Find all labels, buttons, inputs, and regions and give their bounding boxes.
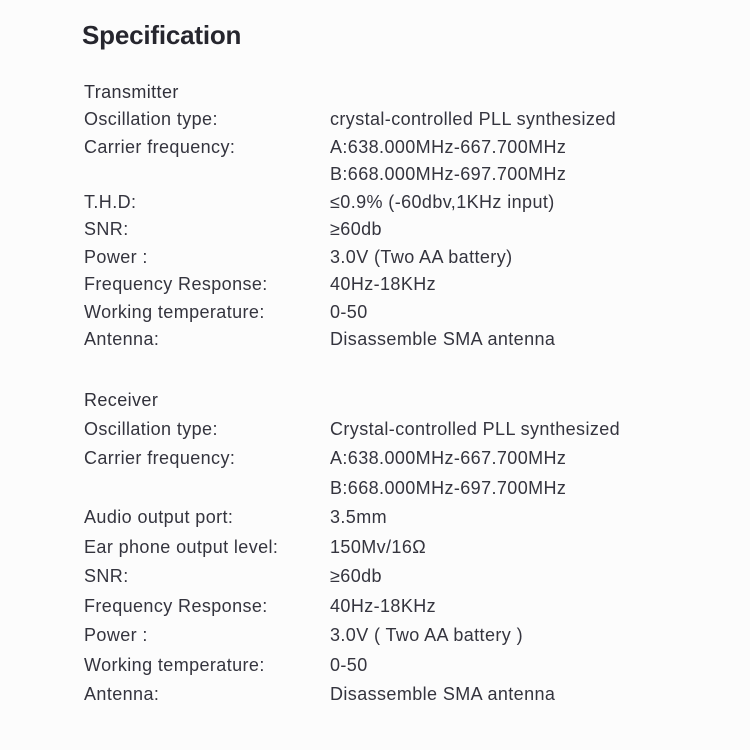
spec-label: Antenna: <box>84 329 160 349</box>
spec-values <box>330 189 720 217</box>
spec-row <box>84 106 720 134</box>
spec-label: Frequency Response: <box>84 274 268 294</box>
spec-label: Ear phone output level: <box>84 536 279 557</box>
spec-values <box>330 533 720 563</box>
spec-values <box>330 444 720 503</box>
spec-label: SNR: <box>84 566 129 586</box>
spec-value: 3.0V (Two AA battery) <box>330 246 513 267</box>
spec-value: 150Mv/16Ω <box>330 536 427 557</box>
spec-values <box>330 592 720 622</box>
spec-row <box>84 444 720 503</box>
spec-value: B:668.000MHz-697.700MHz <box>330 164 567 184</box>
spec-row <box>84 503 720 533</box>
section-rows <box>84 415 720 710</box>
spec-value: 0-50 <box>330 654 368 675</box>
spec-value: ≤0.9% (-60dbv,1KHz input) <box>330 191 555 212</box>
spec-values <box>330 106 720 134</box>
spec-value: 40Hz-18KHz <box>330 595 437 616</box>
spec-row <box>84 299 720 327</box>
section-heading: Transmitter <box>84 82 179 102</box>
spec-value: crystal-controlled PLL synthesized <box>330 109 617 129</box>
spec-label: Frequency Response: <box>84 595 268 616</box>
spec-sections <box>84 78 720 710</box>
spec-values <box>330 216 720 244</box>
spec-label: Power : <box>84 246 148 267</box>
spec-value: ≥60db <box>330 219 382 239</box>
spec-values <box>330 680 720 710</box>
spec-values <box>330 326 720 354</box>
spec-value: Disassemble SMA antenna <box>330 684 556 704</box>
spec-label: Power : <box>84 625 148 645</box>
spec-value: A:638.000MHz-667.700MHz <box>330 136 567 157</box>
spec-value: 40Hz-18KHz <box>330 274 437 294</box>
spec-row <box>84 271 720 299</box>
spec-label: Oscillation type: <box>84 418 218 439</box>
spec-label: Antenna: <box>84 684 160 704</box>
spec-values <box>330 562 720 592</box>
spec-row <box>84 189 720 217</box>
spec-values <box>330 621 720 651</box>
spec-row <box>84 562 720 592</box>
spec-row <box>84 134 720 189</box>
spec-label: Audio output port: <box>84 507 234 527</box>
spec-values <box>330 244 720 272</box>
spec-row <box>84 415 720 445</box>
spec-label: Carrier frequency: <box>84 448 236 468</box>
spec-label: Oscillation type: <box>84 109 218 129</box>
spec-value: 0-50 <box>330 301 368 322</box>
spec-row <box>84 621 720 651</box>
spec-section <box>84 385 720 710</box>
spec-values <box>330 651 720 681</box>
spec-row <box>84 216 720 244</box>
spec-value: 3.0V ( Two AA battery ) <box>330 625 523 645</box>
spec-row <box>84 244 720 272</box>
spec-label: T.H.D: <box>84 191 137 212</box>
spec-label: Working temperature: <box>84 301 265 322</box>
section-heading: Receiver <box>84 389 159 410</box>
spec-values <box>330 271 720 299</box>
spec-row <box>84 651 720 681</box>
spec-label: Carrier frequency: <box>84 136 236 157</box>
spec-value: 3.5mm <box>330 507 388 527</box>
spec-value: Disassemble SMA antenna <box>330 329 556 349</box>
spec-label: SNR: <box>84 219 129 239</box>
spec-value: ≥60db <box>330 566 382 586</box>
section-rows <box>84 106 720 354</box>
spec-values <box>330 503 720 533</box>
spec-values <box>330 299 720 327</box>
spec-row <box>84 680 720 710</box>
spec-label: Working temperature: <box>84 654 265 675</box>
spec-row <box>84 326 720 354</box>
spec-row <box>84 592 720 622</box>
spec-values <box>330 134 720 189</box>
page-title: Specification <box>82 20 242 50</box>
spec-value: Crystal-controlled PLL synthesized <box>330 418 621 439</box>
spec-value: B:668.000MHz-697.700MHz <box>330 477 567 498</box>
spec-row <box>84 533 720 563</box>
spec-section <box>84 78 720 354</box>
spec-values <box>330 415 720 445</box>
spec-value: A:638.000MHz-667.700MHz <box>330 448 567 468</box>
